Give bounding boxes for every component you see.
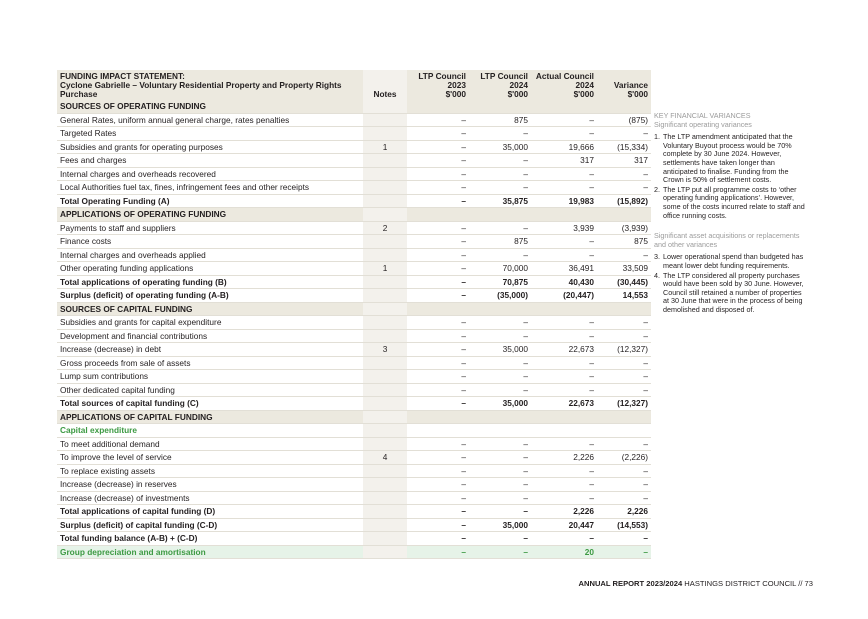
row-label: Surplus (deficit) of operating funding (A-B) [60,290,229,300]
variance-value: – [643,533,648,543]
variance-value [597,100,651,113]
actual-2024-value: 36,491 [568,263,594,273]
variances-heading: KEY FINANCIAL VARIANCES [654,111,751,120]
row-label: Internal charges and overheads applied [60,249,206,260]
table-row [57,370,651,384]
row-note [363,545,407,559]
row-note [363,208,407,222]
table-row [57,248,651,262]
variance-value [597,424,651,438]
actual-2024-value: 19,983 [568,195,594,206]
ltp-2024-value: 70,875 [502,276,528,287]
row-label: Total sources of capital funding (C) [60,398,199,408]
table-row [57,316,651,330]
ltp-2023-value: – [461,479,466,489]
row-note [363,424,407,438]
table-row [57,181,651,195]
variance-note-text: The LTP amendment anticipated that the Voluntary Buyout process would be 70% complete by 30 June 2024. However, settlements have taken longer than anticipated to finalise. Funding from the Crown is 50% of settlement costs. [663,132,793,185]
ltp-2023-value [407,410,469,424]
row-label: Subsidies and grants for operating purposes [60,141,223,152]
row-note [363,329,407,343]
ltp-2023-value: – [461,182,466,192]
row-label: Subsidies and grants for capital expenditure [60,317,222,327]
ltp-2024-value: – [523,249,528,260]
row-note [363,181,407,195]
variance-note-text: Lower operational spend than budgeted has meant lower debt funding requirements. [663,252,804,270]
row-note [363,410,407,424]
ltp-2024-value: 35,000 [502,141,528,152]
ltp-2024-value: – [523,452,528,462]
section-header-row [57,410,651,424]
variance-note-item [654,133,806,185]
actual-2024-value [531,100,597,113]
ltp-2023-value: – [461,330,466,341]
header-text: LTP Council [480,71,528,81]
row-label: To improve the level of service [60,452,172,462]
ltp-2024-value [469,100,531,113]
row-label: Internal charges and overheads recovered [60,168,216,179]
ltp-2023-value: – [461,384,466,395]
ltp-2024-value: – [523,492,528,503]
row-label: Fees and charges [60,155,127,165]
ltp-2023-value: – [461,263,466,273]
section-header-row [57,208,651,222]
variance-value: (3,939) [621,222,648,233]
variance-value [597,410,651,424]
variance-value: – [643,492,648,503]
ltp-2024-value: (35,000) [497,290,528,300]
row-label: APPLICATIONS OF CAPITAL FUNDING [57,410,363,424]
row-note [363,302,407,316]
ltp-2024-value: – [523,533,528,543]
row-label: Local Authorities fuel tax, fines, infringement fees and other receipts [60,182,310,192]
ltp-2024-value: 875 [514,114,528,125]
actual-2024-value: 19,666 [568,141,594,152]
notes-column-header: Notes [363,70,407,100]
ltp-2023-value: – [461,452,466,462]
row-label: SOURCES OF OPERATING FUNDING [57,100,363,113]
row-note [363,478,407,492]
actual-2024-value: 2,226 [573,506,594,516]
header-text: $'000 [445,89,466,99]
row-note: 3 [363,343,407,357]
ltp-2024-value: – [523,465,528,476]
table-row [57,451,651,465]
header-text: Variance [613,80,648,90]
actual-2024-value [531,410,597,424]
row-note [363,248,407,262]
ltp-2024-value: – [523,479,528,489]
total-row [57,194,651,208]
total-row [57,518,651,532]
ltp-2024-column-header [469,70,531,100]
table-row [57,113,651,127]
row-note [363,100,407,113]
variance-value: (875) [628,114,648,125]
ltp-2023-value: – [461,519,466,530]
ltp-2023-column-header [407,70,469,100]
ltp-2024-value: 35,000 [502,519,528,530]
ltp-2023-value: – [461,114,466,125]
row-label: Development and financial contributions [60,330,208,341]
table-row [57,383,651,397]
ltp-2023-value: – [461,222,466,233]
ltp-2023-value: – [461,236,466,246]
variance-value: – [643,182,648,192]
table-row [57,235,651,249]
table-row [57,437,651,451]
variance-value: (30,445) [617,276,648,287]
variance-value: – [643,317,648,327]
variance-note-item [654,272,806,315]
row-note [363,289,407,303]
actual-2024-value: 40,430 [568,276,594,287]
ltp-2024-value: – [523,155,528,165]
actual-2024-value: – [589,168,594,179]
ltp-2024-value: – [523,182,528,192]
header-text: $'000 [627,89,648,99]
variance-note-number: 3. [654,252,660,262]
section-header-row [57,302,651,316]
ltp-2023-value: – [461,249,466,260]
row-note [363,437,407,451]
ltp-2023-value [407,100,469,113]
total-row [57,275,651,289]
actual-2024-value: – [589,465,594,476]
subheading-row [57,424,651,438]
asset-variances-list [654,253,806,314]
variance-value: – [643,128,648,138]
actual-2024-value: – [589,357,594,368]
ltp-2023-value: – [461,438,466,449]
actual-2024-value: 20 [531,545,597,559]
actual-2024-value: – [589,330,594,341]
ltp-2023-value: – [461,465,466,476]
actual-2024-value: – [589,492,594,503]
total-row [57,397,651,411]
ltp-2024-value [469,208,531,222]
header-text: 2024 [509,80,528,90]
actual-2024-value: – [589,384,594,395]
ltp-2024-value: 70,000 [502,263,528,273]
row-note [363,127,407,141]
row-note [363,167,407,181]
table-row [57,478,651,492]
ltp-2023-value: – [461,128,466,138]
ltp-2023-value: – [461,317,466,327]
variance-value: (15,334) [617,141,648,152]
table-row [57,329,651,343]
ltp-2023-value: – [461,195,466,206]
row-label: APPLICATIONS OF OPERATING FUNDING [57,208,363,222]
page-footer [579,579,814,588]
table-row [57,127,651,141]
actual-2024-value: (20,447) [563,290,594,300]
ltp-2024-value: 35,000 [502,398,528,408]
ltp-2023-value [407,208,469,222]
actual-2024-value: – [589,128,594,138]
variance-value: – [643,438,648,449]
table-title-line-2: Cyclone Gabrielle – Voluntary Residential Property and Property Rights Purchase [60,80,342,99]
row-label: Finance costs [60,236,112,246]
ltp-2023-value: – [461,290,466,300]
table-row [57,154,651,168]
row-label: Increase (decrease) of investments [60,492,190,503]
variance-column-header [597,70,651,100]
header-text: $'000 [507,89,528,99]
row-label: Gross proceeds from sale of assets [60,357,191,368]
actual-2024-value: – [589,114,594,125]
variance-value: – [643,168,648,179]
actual-2024-value [531,302,597,316]
actual-2024-value: – [589,249,594,260]
variance-value: – [597,545,651,559]
ltp-2024-value: – [523,438,528,449]
row-note [363,113,407,127]
variance-value: (12,327) [617,344,648,354]
ltp-2023-value: – [461,141,466,152]
row-note: 1 [363,262,407,276]
header-text: 2024 [575,80,594,90]
row-label: Group depreciation and amortisation [57,545,363,559]
actual-2024-value: – [589,438,594,449]
table-title-line-1: FUNDING IMPACT STATEMENT: [60,71,185,81]
ltp-2023-value: – [461,506,466,516]
row-label: Total funding balance (A-B) + (C-D) [60,533,198,543]
variance-note-item [654,253,806,270]
variance-note-number: 4. [654,270,660,280]
ltp-2024-value [469,410,531,424]
row-label: Other dedicated capital funding [60,384,175,395]
row-label: Lump sum contributions [60,371,149,381]
ltp-2024-value: – [523,384,528,395]
row-note [363,505,407,519]
table-row [57,262,651,276]
variance-value [597,208,651,222]
variance-value: – [643,371,648,381]
ltp-2023-value: – [461,357,466,368]
ltp-2023-value: – [461,533,466,543]
variance-value [597,302,651,316]
header-text: LTP Council [418,71,466,81]
variance-value: – [643,465,648,476]
funding-impact-statement-table [57,70,651,559]
variance-value: – [643,249,648,260]
ltp-2023-value [407,424,469,438]
ltp-2024-value: – [469,545,531,559]
variance-note-number: 2. [654,184,660,194]
row-label: Increase (decrease) in reserves [60,479,177,489]
actual-2024-value: – [589,533,594,543]
row-label: Surplus (deficit) of capital funding (C-D) [60,519,218,530]
actual-2024-value: 3,939 [573,222,594,233]
table-row [57,464,651,478]
ltp-2024-value: – [523,371,528,381]
ltp-2024-value: 35,875 [502,195,528,206]
row-note [363,194,407,208]
variance-note-number: 1. [654,132,660,142]
row-note [363,370,407,384]
variance-value: – [643,357,648,368]
row-label: SOURCES OF CAPITAL FUNDING [57,302,363,316]
ltp-2024-value: – [523,317,528,327]
footer-report-title: ANNUAL REPORT 2023/2024 [578,579,683,588]
ltp-2024-value: – [523,506,528,516]
table-row [57,356,651,370]
row-label: Capital expenditure [60,425,137,435]
actual-2024-value: 20,447 [568,519,594,530]
row-note [363,397,407,411]
ltp-2023-value [407,302,469,316]
table-row [57,545,651,559]
variance-note-text: The LTP considered all property purchases would have been sold by 30 June. However, Council still retained a number of properties at 30 June that were in the process of being demolished and disposed of. [663,270,804,314]
ltp-2024-value: – [523,222,528,233]
ltp-2023-value: – [461,398,466,408]
variance-value: (14,553) [617,519,648,530]
ltp-2024-value: – [523,128,528,138]
actual-2024-column-header [531,70,597,100]
row-label: Total Operating Funding (A) [60,195,170,206]
variance-value: 317 [634,155,648,165]
actual-2024-value: 2,226 [573,452,594,462]
row-label: General Rates, uniform annual general charge, rates penalties [60,114,290,125]
ltp-2024-value: – [523,357,528,368]
variance-value: – [643,330,648,341]
row-note [363,518,407,532]
ltp-2024-value: 875 [514,236,528,246]
ltp-2023-value: – [461,168,466,179]
asset-variances-subheading: Significant asset acquisitions or replacements and other variances [654,231,800,249]
row-note [363,383,407,397]
total-row [57,289,651,303]
header-text: 2023 [447,80,466,90]
row-note [363,235,407,249]
header-text: Actual Council [535,71,594,81]
ltp-2023-value: – [461,492,466,503]
actual-2024-value: – [589,371,594,381]
variance-value: 14,553 [622,290,648,300]
row-label: Total applications of capital funding (D) [60,506,216,516]
ltp-2023-value: – [461,276,466,287]
variance-value: (2,226) [621,452,648,462]
ltp-2023-value: – [461,155,466,165]
variance-value: – [643,384,648,395]
table-title [57,70,363,100]
table-body [57,100,651,559]
row-label: Payments to staff and suppliers [60,222,176,233]
header-text: $'000 [573,89,594,99]
variance-value: 33,509 [622,263,648,273]
table-row [57,343,651,357]
actual-2024-value: 317 [580,155,594,165]
row-note: 2 [363,221,407,235]
row-label: Targeted Rates [60,128,117,138]
ltp-2023-value: – [461,344,466,354]
table-header-row [57,70,651,100]
row-label: Other operating funding applications [60,263,194,273]
variance-value: (12,327) [617,398,648,408]
ltp-2024-value: – [523,168,528,179]
ltp-2024-value: – [523,330,528,341]
actual-2024-value [531,424,597,438]
variance-value: – [643,479,648,489]
row-note [363,491,407,505]
ltp-2023-value: – [461,371,466,381]
row-note: 1 [363,140,407,154]
row-label: To meet additional demand [60,438,160,449]
total-row [57,505,651,519]
table-row [57,221,651,235]
table-row [57,491,651,505]
row-note [363,356,407,370]
table-row [57,140,651,154]
table-row [57,167,651,181]
actual-2024-value: – [589,317,594,327]
actual-2024-value [531,208,597,222]
operating-variances-subheading: Significant operating variances [654,119,752,129]
row-note: 4 [363,451,407,465]
row-note [363,154,407,168]
row-note [363,464,407,478]
variance-note-text: The LTP put all programme costs to ‘other operating funding applications’. However, some of the costs incurred relate to staff and office running costs. [663,184,805,220]
actual-2024-value: – [589,479,594,489]
row-label: To replace existing assets [60,465,156,476]
actual-2024-value: – [589,182,594,192]
key-financial-variances [654,112,806,315]
row-note [363,275,407,289]
row-note [363,532,407,546]
actual-2024-value: 22,673 [568,344,594,354]
variance-value: (15,892) [617,195,648,206]
row-label: Increase (decrease) in debt [60,344,162,354]
variance-value: 2,226 [627,506,648,516]
footer-council-page: HASTINGS DISTRICT COUNCIL // 73 [682,579,813,588]
actual-2024-value: 22,673 [568,398,594,408]
variance-value: 875 [634,236,648,246]
operating-variances-list [654,133,806,220]
ltp-2023-value: – [407,545,469,559]
row-label: Total applications of operating funding (B) [60,276,227,287]
total-row [57,532,651,546]
section-header-row [57,100,651,113]
row-note [363,316,407,330]
ltp-2024-value: 35,000 [502,344,528,354]
ltp-2024-value [469,424,531,438]
variance-note-item [654,186,806,220]
ltp-2024-value [469,302,531,316]
actual-2024-value: – [589,236,594,246]
